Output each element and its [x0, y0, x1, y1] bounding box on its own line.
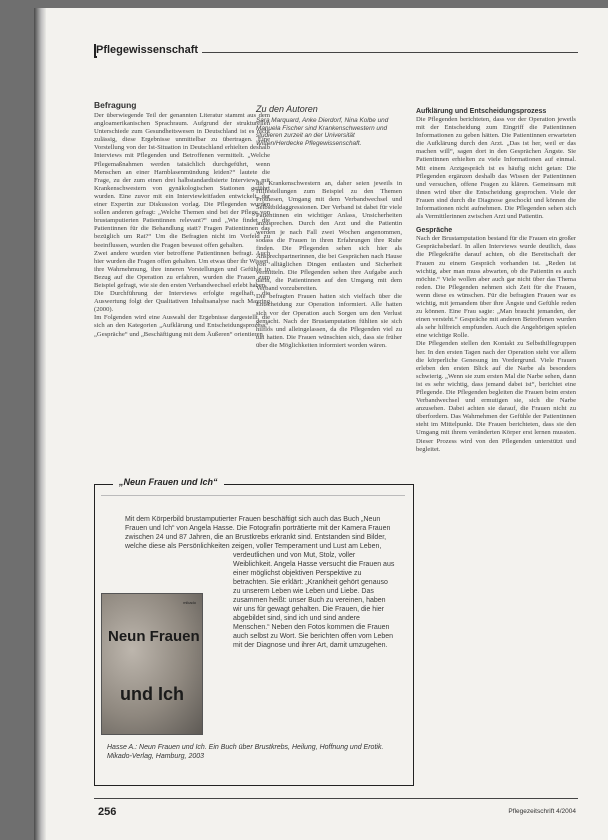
box-text-wide: Mit dem Körperbild brustamputierter Frauen beschäftigt sich auch das Buch „Neun Frauen und Ich“ von Angela Hasse. Die Fotografin porträtierte mit der Kamera Frauen zwischen 24 und 87 Jahren, die an Brustkrebs erkrankt sind. Entstanden sind Bilder, welche diese als Persönlichkeiten zeigen, voller Temperament und Lust am Leben, — [125, 516, 391, 550]
heading-authors: Zu den Autoren — [256, 104, 318, 114]
authors-box — [256, 104, 402, 147]
footer-rule — [94, 798, 578, 799]
magazine-page — [34, 8, 608, 840]
box-text-narrow: verdeutlichen und von Mut, Stolz, voller Weiblichkeit. Angela Hasse versucht die Frauen aus einer möglichst objektiven Perspektive zu betrachten. Sie erklärt: „Krankheit gehört genauso zu unserem Leben wie Leben und Liebe. Das zusammen heißt: unser Buch zu vereinen, haben wir uns für gewagt gehalten. Die Frauen, die hier abgebildet sind, sind ich und sind andere Menschen.“ Neben den Fotos kommen die Frauen auch selbst zu Wort. Sie berichten offen vom Leben mit der Diagnose und ihrer Art, damit umzugehen. — [233, 552, 395, 649]
section-title: Pflegewissenschaft — [96, 44, 202, 56]
body-text-column-2: die Krankenschwestern an, daher seien jeweils in Hilfestellungen zum Beispiel zu den Themen Prothesen, Umgang mit dem Verbandwechsel und Selbstbildaggressionen. Der Verband ist dabei für viele Patientinnen ein wichtiger Anlass, Unsicherheiten anzusprechen. Durch den Arzt und die Patientin werden je nach Fall zwei Wochen angenommen, sodass die Frauen in ihren Erfahrungen ihre Ruhe finden. Die Pflegenden sehen sich hier als Ansprechpartnerinnen, die bei Gesprächen nach Hause von alltäglichen Dingen entlasten und Sicherheit vermitteln. Die Pflegenden sehen ihre Aufgabe auch darin, die Patientinnen auf den Umgang mit dem Verband vorzubereiten. Die befragten Frauen hatten sich vielfach über die Entscheidung zur Operation informiert. Alle hatten sich vor der Operation auch Sorgen um den Verlust gemacht. Nach der Brustamputation fühlten sie sich hilflos und alleingelassen, da die Pflegenden viel zu tun hatten. Die Frauen wünschten sich, dass sie früher über die Möglichkeiten informiert worden wären. — [256, 180, 402, 349]
heading-befragung: Befragung — [94, 100, 137, 110]
book-cover-image — [101, 593, 203, 735]
journal-issue: Pflegezeitschrift 4/2004 — [508, 808, 576, 815]
box-title: „Neun Frauen und Ich“ — [113, 477, 224, 487]
book-publisher: mikado — [183, 600, 196, 605]
authors-names: Sara Marquard, Anke Dierdorf, Nina Kolbe und Manuela Fischer sind Krankenschwestern und studieren zurzeit an der Universität Witten/Herdecke Pflegewissenschaft. — [256, 117, 389, 147]
body-text-aufklaerung: Die Pflegenden berichteten, dass vor der Operation jeweils mit der Entscheidung zum Eingriff die Patientinnen Informationen zu geben hätten. Die Patientinnen erwarteten die Aufklärung durch den Arzt. „Das ist her, weil er das machen will“, sagen dort in den Gesprächen Ängste. Sie Patientinnen erhielten zu viele Informationen auf einmal. Mit einem Arztgespräch ist es häufig nicht getan: Die Pflegenden ergänzen deshalb das Wissen der Patientinnen und versuchen, offene Fragen zu klären. Gemeinsam mit ihnen wird über die Entscheidung gesprochen. Viele der Frauen sind durch die Diagnose geschockt und können die Informationen nicht aufnehmen. Die Pflegenden sehen sich als Vermittlerinnen zwischen Arzt und Patientin. — [416, 116, 576, 221]
page-binding-shadow — [34, 8, 46, 840]
body-text-column-1: Der überwiegende Teil der genannten Literatur stammt aus dem angloamerikanischen Sprachraum. Aufgrund der strukturellen Unterschiede zum Gesundheitswesen in Deutschland ist es nicht zulässig, diese Ergebnisse unmittelbar zu übertragen. Eine Vorstellung von der Ist-Situation in Deutschland erhielten deshalb Interviews mit Pflegenden und Betroffenen vermittelt. „Welche Pflegemaßnahmen werden tatsächlich durchgeführt, wenn Menschen an einer Harnblasenmündung leiden?“ lautete die Frage, zu der zum einen drei halbstandardisierte Interviews mit Krankenschwestern von gynäkologischen Stationen geführt wurden. Eine zuvor mit ein Interviewleitfaden entwickelt, der einer Expertin zur Diskussion vorlag. Die Pflegenden wurden sollen anderen gefragt: „Welche Themen sind bei der Pflege von brustamputierten Patientinnen relevant?“ und „Wie findet die Patientinnen für die Behandlung statt? Fragen Patientinnen das bezüglich um Rat?“ Um die Befragten nicht im Vorfeld zu beeinflussen, wurden die Fragen bewusst offen gehalten. Zwei andere wurden vier betroffene Patientinnen befragt. Auch hier wurden die Fragen offen gehalten. Um etwas über ihr Wissen, ihre Wahrnehmung, ihre inneren Vorstellungen und Gefühle in Bezug auf die Operation zu erfahren, wurden die Frauen zum Beispiel gefragt, wie sie den ersten Verbandwechsel erlebt haben. Die Durchführung der Interviews erfolgte regelhaft, die Auswertung folgt der Qualitativen Inhaltsanalyse nach Mayring (2000). Im Folgenden wird eine Auswahl der Ergebnisse dargestellt, die sich an den Kategorien „Aufklärung und Entscheidungsprozess“, „Gespräche“ und „Beschäftigung mit dem Äußeren“ orientieren. — [94, 112, 270, 338]
heading-aufklaerung: Aufklärung und Entscheidungsprozess — [416, 108, 547, 115]
body-text-gespraeche: Nach der Brustamputation bestand für die Frauen ein großer Gesprächsbedarf. In allen Interviews wurde deutlich, dass die Pflegekräfte darauf achten, ob die Bereitschaft der Frauen zu einem Gespräch vorhanden ist. „Reden ist wichtig, aber man muss abwarten, ob die Patientin es auch möchte.“ Viele wollen aber auch gar nicht über das Thema reden. Die Pflegenden nehmen sich Zeit für die Frauen, wenn diese es wünschen. Für die befragten Frauen war es wichtig, mit jemandem über ihre Ängste und Gefühle reden zu können. Eine Frau sagte: „Man braucht jemanden, der einen versteht.“ Gespräche mit anderen Betroffenen wurden als sehr hilfreich empfunden. Auch die Angehörigen spielen eine wichtige Rolle. Die Pflegenden stellen den Kontakt zu Selbsthilfegruppen her. In den ersten Tagen nach der Operation steht vor allem die körperliche Genesung im Vordergrund. Viele Frauen erleben den ersten Blick auf die Narbe als besonders schwierig. „Wenn sie zum ersten Mal die Narbe sehen, dann ist es sehr wichtig, dass jemand dabei ist“, berichtet eine Pflegende. Die Pflegenden begleiten die Frauen beim ersten Verbandwechsel und ermutigen sie, sich die Narbe anzusehen. Dabei achten sie darauf, die Frauen nicht zu überfordern. Das Wahrnehmen der Gefühle der Patientinnen steht im Mittelpunkt. Die Frauen berichteten, dass sie den Umgang mit ihrem veränderten Körper erst lernen mussten. Dieser Prozess wird von den Pflegenden unterstützt und begleitet. — [416, 235, 576, 453]
book-cover-photo — [102, 594, 202, 734]
book-title-line-1: Neun Frauen — [108, 628, 200, 645]
book-citation: Hasse A.: Neun Frauen und Ich. Ein Buch über Brustkrebs, Heilung, Hoffnung und Erotik. Mikado-Verlag, Hamburg, 2003 — [107, 744, 384, 760]
heading-gespraeche: Gespräche — [416, 227, 453, 235]
page-number: 256 — [98, 806, 117, 818]
box-title-rule — [101, 495, 405, 496]
column-right — [416, 108, 576, 454]
column-middle — [256, 180, 402, 350]
column-befragung — [94, 100, 270, 339]
book-review-box — [94, 477, 414, 786]
book-title-line-2: und Ich — [120, 684, 184, 704]
